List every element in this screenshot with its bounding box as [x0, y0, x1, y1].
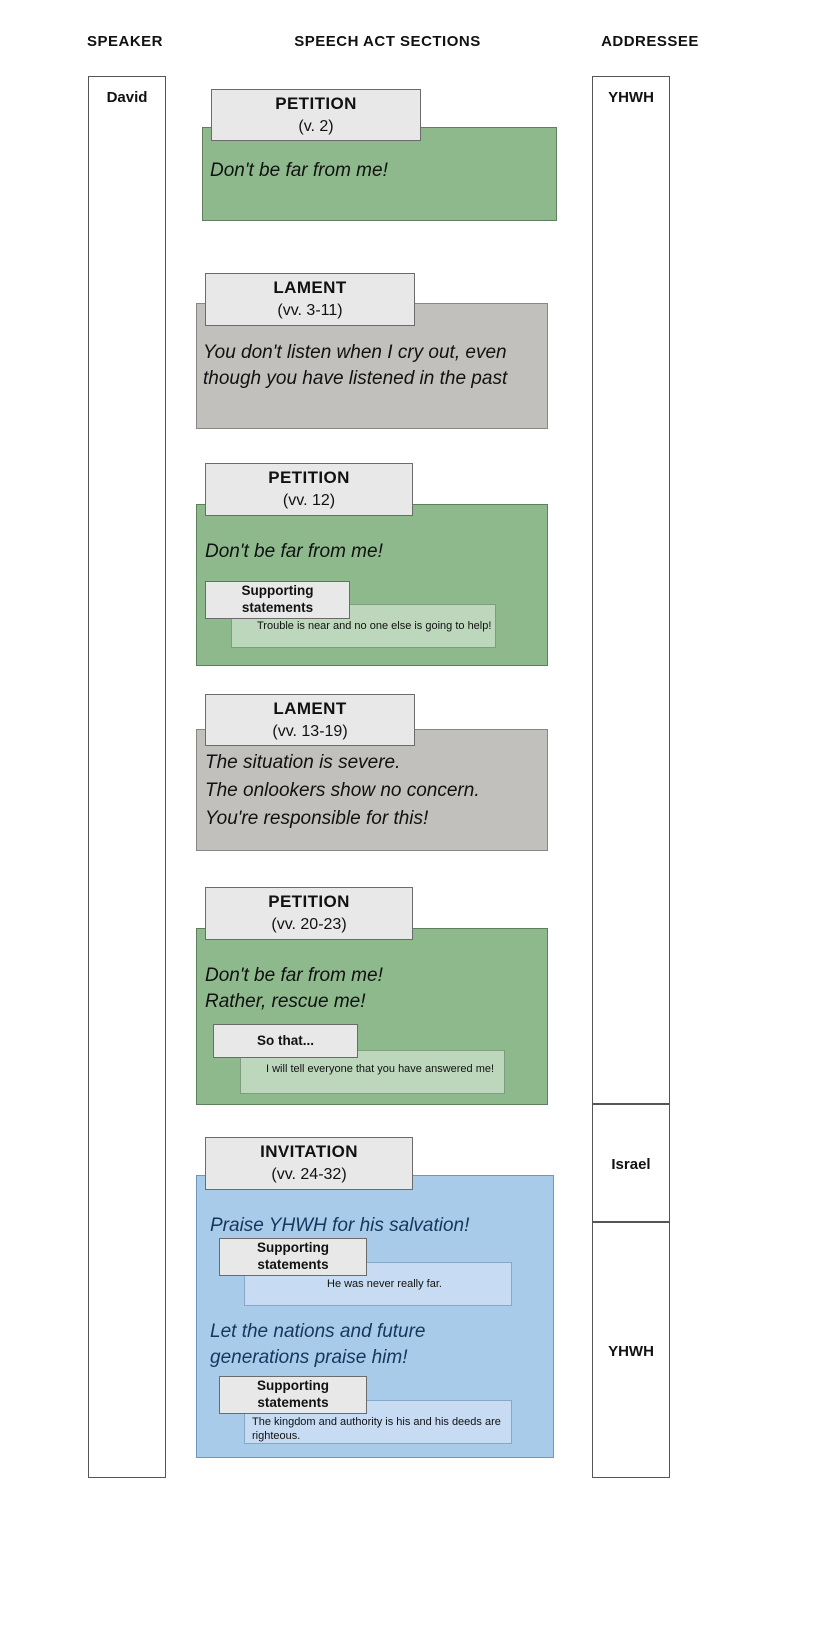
column-header-speaker: SPEAKER: [86, 33, 164, 50]
section-verses: (vv. 3-11): [277, 302, 343, 320]
section-tab-petition-3: [205, 887, 413, 940]
supporting-tab-petition-3: [213, 1024, 358, 1058]
supporting-tab-invitation-2: [219, 1376, 367, 1414]
addressee-lane-label: Israel: [611, 1156, 651, 1173]
section-body-line: Let the nations and future: [210, 1321, 426, 1342]
section-body-line: Praise YHWH for his salvation!: [210, 1215, 470, 1236]
section-tab-petition-1: [211, 89, 421, 141]
section-body-line: Don't be far from me!: [205, 965, 383, 986]
section-verses: (v. 2): [298, 117, 334, 135]
column-header-addressee: ADDRESSEE: [601, 33, 699, 50]
supporting-label: Supporting statements: [241, 583, 314, 615]
section-body-line: Rather, rescue me!: [205, 991, 366, 1012]
section-tab-invitation: [205, 1137, 413, 1190]
section-verses: (vv. 20-23): [271, 916, 347, 934]
addressee-lane-israel: [592, 1104, 670, 1222]
section-tab-petition-2: [205, 463, 413, 516]
section-title: LAMENT: [273, 278, 347, 298]
section-body-line: The onlookers show no concern.: [205, 780, 480, 801]
addressee-lane-label: YHWH: [608, 1343, 654, 1360]
section-body-line: Don't be far from me!: [205, 541, 383, 562]
supporting-label: Supporting statements: [257, 1378, 329, 1410]
section-body-line: You don't listen when I cry out, even: [203, 342, 507, 363]
section-title: INVITATION: [260, 1142, 358, 1162]
addressee-lane-yhwh-1: [592, 76, 670, 1104]
column-header-sections: SPEECH ACT SECTIONS: [294, 33, 481, 50]
supporting-label: So that...: [257, 1032, 314, 1048]
section-title: PETITION: [268, 468, 350, 488]
addressee-lane-label: YHWH: [608, 89, 654, 106]
supporting-label: Supporting statements: [257, 1240, 329, 1272]
section-body-line: You're responsible for this!: [205, 808, 429, 829]
section-title: LAMENT: [273, 698, 347, 718]
section-verses: (vv. 12): [282, 492, 336, 510]
section-body-line: though you have listened in the past: [203, 368, 508, 389]
section-tab-lament-2: [205, 694, 415, 746]
section-body-line: The situation is severe.: [205, 752, 401, 773]
section-body-line: Don't be far from me!: [210, 160, 388, 181]
supporting-text: He was never really far.: [327, 1278, 442, 1290]
supporting-text: Trouble is near and no one else is going to help!: [257, 620, 492, 632]
supporting-text: I will tell everyone that you have answered me!: [266, 1063, 495, 1075]
section-title: PETITION: [268, 892, 350, 912]
speaker-lane-david: [88, 76, 166, 1478]
supporting-tab-petition-2: [205, 581, 350, 619]
speaker-lane-label: David: [106, 89, 148, 106]
section-body-line: generations praise him!: [210, 1347, 408, 1368]
supporting-text: The kingdom and authority is his and his deeds are righteous.: [252, 1416, 501, 1443]
supporting-tab-invitation-1: [219, 1238, 367, 1276]
section-title: PETITION: [275, 93, 357, 113]
section-verses: (vv. 13-19): [272, 722, 348, 740]
section-tab-lament-1: [205, 273, 415, 326]
addressee-lane-yhwh-2: [592, 1222, 670, 1478]
section-verses: (vv. 24-32): [271, 1166, 347, 1184]
